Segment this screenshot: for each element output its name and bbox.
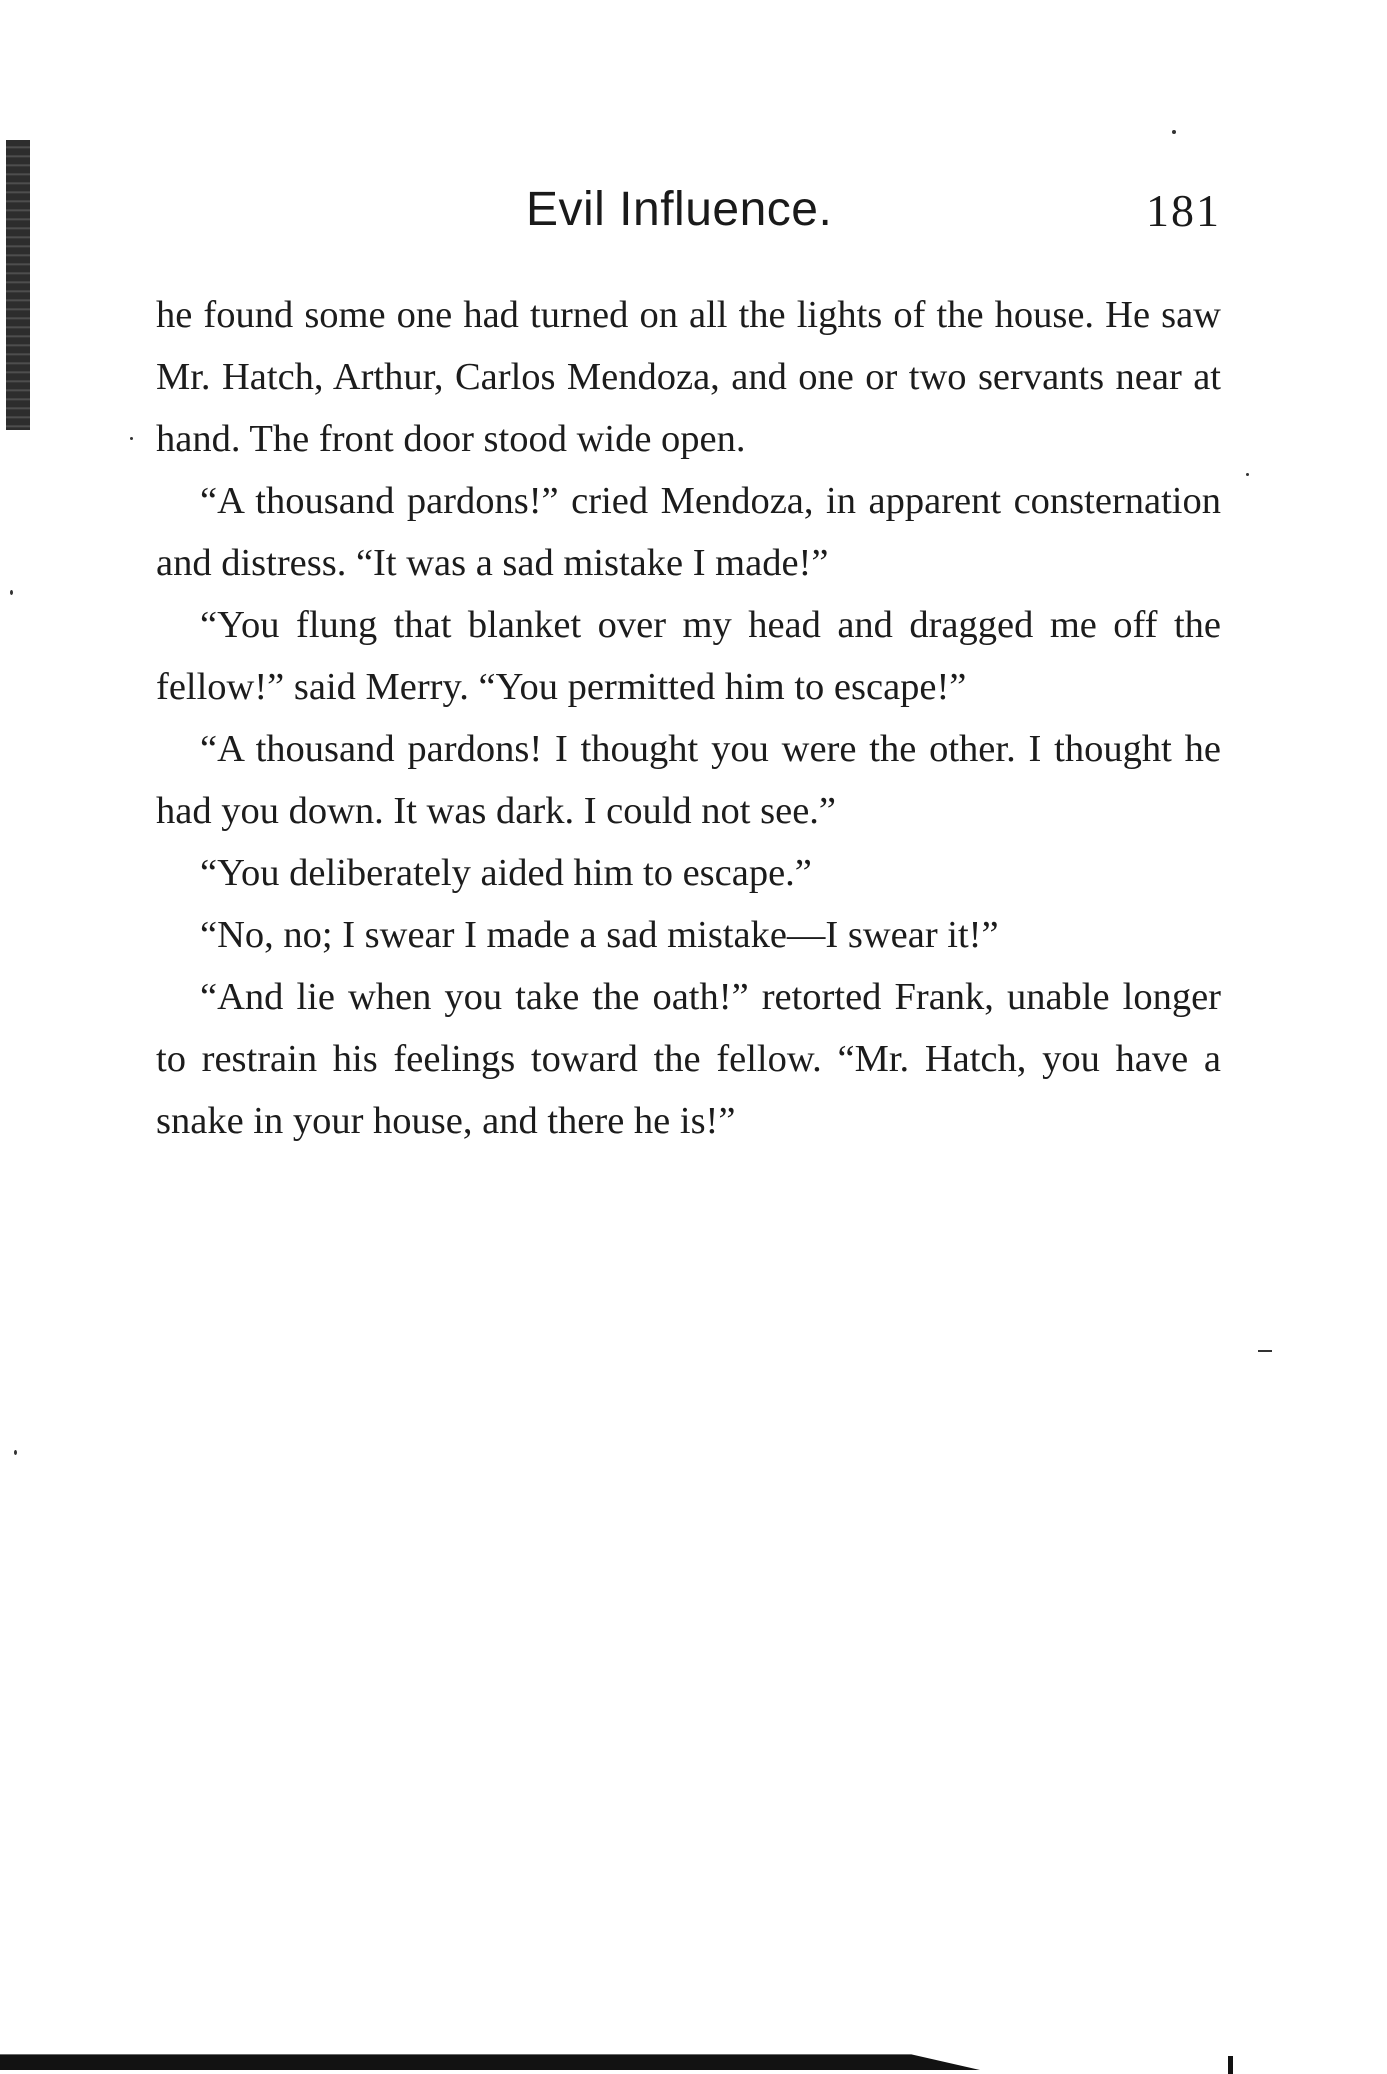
scan-speck bbox=[10, 590, 13, 595]
paragraph-1: he found some one had turned on all the lights of the house. He saw Mr. Hatch, Arthur, Carlos Mendoza, and one or two servants near at hand. The front door stood wide open. bbox=[156, 294, 1221, 460]
scan-speck bbox=[1258, 1350, 1272, 1352]
scan-speck bbox=[1172, 130, 1176, 134]
page-number: 181 bbox=[1146, 185, 1221, 236]
running-head bbox=[156, 182, 1221, 252]
scan-speck bbox=[130, 437, 133, 440]
chapter-title: Evil Influence. bbox=[526, 183, 833, 236]
scan-speck bbox=[14, 1450, 17, 1455]
scan-bottom-tick bbox=[1228, 2056, 1233, 2074]
scan-speck bbox=[1246, 473, 1249, 476]
paragraph-5: “You deliberately aided him to escape.” bbox=[200, 852, 812, 894]
scan-bottom-edge bbox=[0, 2046, 980, 2070]
paragraph-2: “A thousand pardons!” cried Mendoza, in apparent consternation and distress. “It was a sad mistake I made!” bbox=[156, 480, 1221, 584]
body-text bbox=[156, 284, 1221, 1152]
scan-binding-edge bbox=[6, 140, 30, 430]
paragraph-7: “And lie when you take the oath!” retorted Frank, unable longer to restrain his feelings toward the fellow. “Mr. Hatch, you have a snake in your house, and there he is!” bbox=[156, 976, 1221, 1142]
paragraph-3: “You flung that blanket over my head and dragged me off the fellow!” said Merry. “You permitted him to escape!” bbox=[156, 604, 1221, 708]
paragraph-6: “No, no; I swear I made a sad mistake—I swear it!” bbox=[200, 914, 999, 956]
paragraph-4: “A thousand pardons! I thought you were the other. I thought he had you down. It was dark. I could not see.” bbox=[156, 728, 1221, 832]
